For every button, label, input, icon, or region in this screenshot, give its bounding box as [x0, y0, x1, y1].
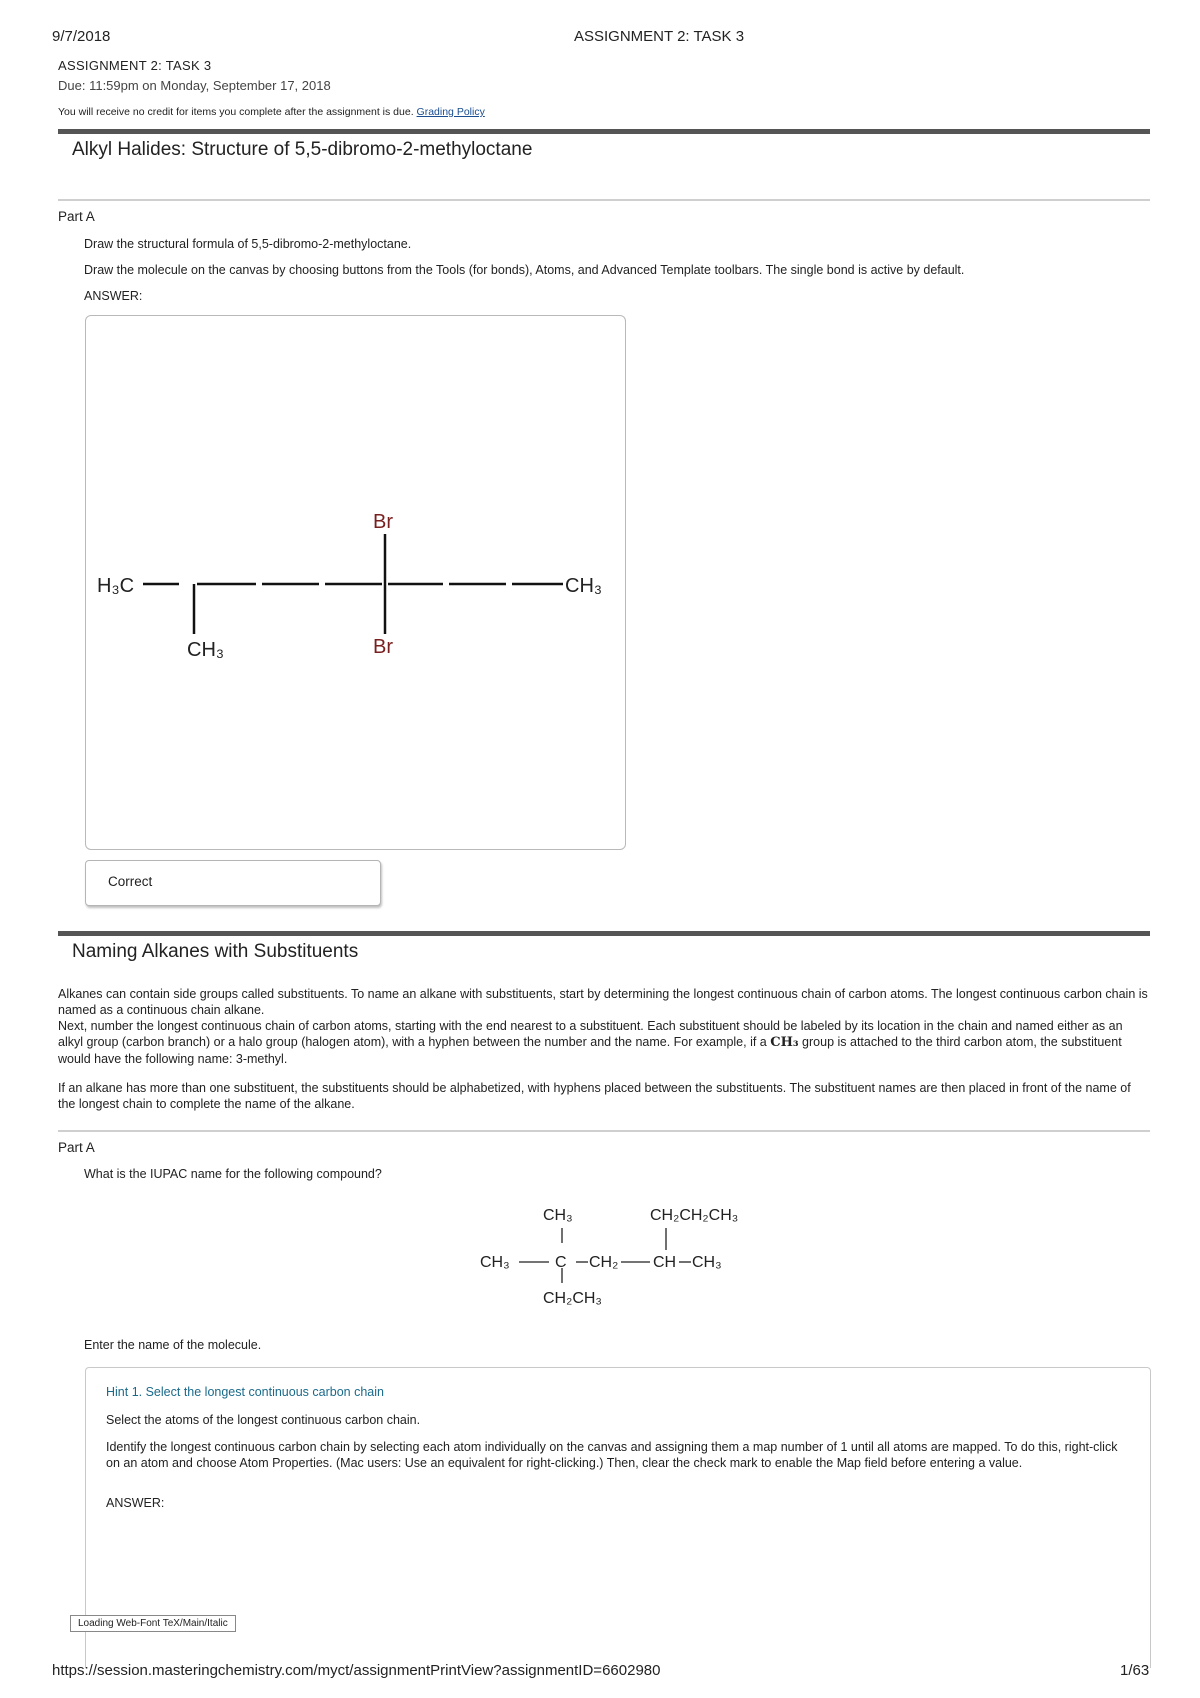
bromine-top: Br: [373, 511, 393, 533]
enter-name-prompt: Enter the name of the molecule.: [84, 1338, 262, 1352]
print-title: ASSIGNMENT 2: TASK 3: [574, 28, 745, 45]
branch-methyl-group: CH₃: [187, 639, 225, 661]
molecule-drawing: [86, 316, 625, 849]
section-title-alkyl-halides: Alkyl Halides: Structure of 5,5-dibromo-2-methyloctane: [72, 139, 533, 160]
methyl-formula: CH₃: [770, 1035, 799, 1050]
hint-answer-label: ANSWER:: [106, 1496, 165, 1510]
question-text: Draw the structural formula of 5,5-dibromo-2-methyloctane.: [84, 237, 412, 251]
due-date: Due: 11:59pm on Monday, September 17, 2018: [58, 78, 331, 93]
compound-chain-atom: C: [555, 1254, 567, 1271]
grading-policy-link[interactable]: Grading Policy: [416, 106, 485, 118]
compound-bottom-group: CH₂CH₃: [543, 1290, 602, 1307]
intro-paragraph: Alkanes can contain side groups called substituents. To name an alkane with substituents, start by determining the longest continuous chain of carbon atoms. The longest continuous carbon chain is named as a continuous chain alkane.: [58, 987, 1148, 1017]
compound-chain-atom: CH: [653, 1254, 677, 1271]
instructions-text: Draw the molecule on the canvas by choosing buttons from the Tools (for bonds), Atoms, and Advanced Template toolbars. The single bond is active by default.: [84, 263, 965, 277]
iupac-question: What is the IUPAC name for the following compound?: [84, 1167, 382, 1181]
part-a-label-2: Part A: [58, 1140, 95, 1155]
hint-title[interactable]: Hint 1. Select the longest continuous carbon chain: [106, 1385, 384, 1399]
loading-webfont-notice: Loading Web-Font TeX/Main/Italic: [70, 1615, 236, 1632]
late-credit-notice: [58, 106, 485, 118]
compound-structure: [470, 1200, 770, 1320]
compound-top-left-group: CH₃: [543, 1207, 573, 1224]
numbering-text-b: group is attached to the third carbon atom, the substituent would have the following name: 3-methyl.: [58, 1035, 1122, 1066]
left-methyl-group: H₃C: [97, 575, 135, 597]
section-divider: [58, 129, 1150, 134]
numbering-text-a: Next, number the longest continuous chain of carbon atoms, starting with the end nearest to a substituent. Each substituent should be labeled by its location in the chain and named either as an alkyl group (carbon branch) or a halo group (halogen atom), with a hyphen between the number and the name. For example, if a: [58, 1019, 1123, 1049]
compound-chain-atom: CH₂: [589, 1254, 619, 1271]
section-title-naming-alkanes: Naming Alkanes with Substituents: [72, 941, 359, 962]
compound-chain-atom: CH₃: [480, 1254, 510, 1271]
print-date: 9/7/2018: [52, 28, 111, 45]
section-divider: [58, 931, 1150, 936]
feedback-box: [85, 860, 381, 906]
drawing-canvas[interactable]: [85, 315, 626, 850]
answer-label: ANSWER:: [84, 289, 143, 303]
compound-chain-atom: CH₃: [692, 1254, 722, 1271]
feedback-correct: Correct: [108, 874, 153, 889]
alphabetize-paragraph: If an alkane has more than one substituent, the substituents should be alphabetized, with hyphens placed between the substituents. The substituent names are then placed in front of the name of the longest chain to complete the name of the alkane.: [58, 1081, 1131, 1111]
print-url: https://session.masteringchemistry.com/myct/assignmentPrintView?assignmentID=6602980: [52, 1662, 661, 1679]
part-divider: [58, 199, 1150, 201]
part-a-label: Part A: [58, 209, 95, 224]
assignment-title: ASSIGNMENT 2: TASK 3: [58, 58, 212, 73]
numbering-paragraph: [58, 1018, 1150, 1067]
part-divider: [58, 1130, 1150, 1132]
hint-body: Identify the longest continuous carbon chain by selecting each atom individually on the canvas and assigning them a map number of 1 until all atoms are mapped. To do this, right-click on an atom and choose Atom Properties. (Mac users: Use an equivalent for right-clicking.) Then, clear the check mark to enable the Map field before entering a value.: [106, 1440, 1118, 1470]
print-page-number: 1/63: [1120, 1662, 1150, 1679]
late-credit-text: You will receive no credit for items you complete after the assignment is due.: [58, 106, 414, 118]
compound-top-right-group: CH₂CH₂CH₃: [650, 1207, 739, 1224]
right-methyl-group: CH₃: [565, 575, 603, 597]
bromine-bottom: Br: [373, 636, 393, 658]
hint-subtitle: Select the atoms of the longest continuous carbon chain.: [106, 1413, 421, 1427]
